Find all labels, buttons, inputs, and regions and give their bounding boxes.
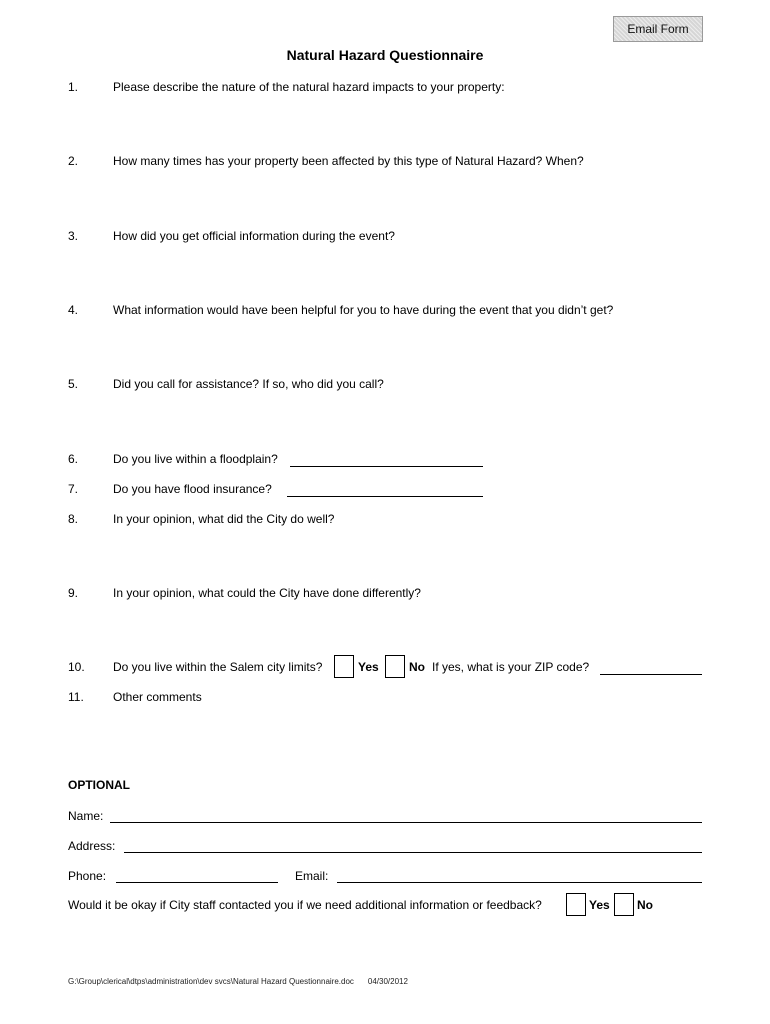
question-number-2: 2.: [68, 154, 79, 168]
salem-yes-label: Yes: [358, 660, 379, 674]
flood-insurance-answer-field[interactable]: [287, 482, 483, 497]
salem-no-label: No: [409, 660, 425, 674]
question-number-6: 6.: [68, 452, 79, 466]
email-form-button[interactable]: Email Form: [613, 16, 703, 42]
footer-file-path: G:\Group\clerical\dtps\administration\dev svcs\Natural Hazard Questionnaire.doc: [68, 977, 354, 986]
salem-yes-checkbox[interactable]: [334, 655, 354, 678]
address-label: Address:: [68, 839, 116, 853]
zip-code-field[interactable]: [600, 660, 702, 675]
zip-code-prompt: If yes, what is your ZIP code?: [432, 660, 590, 674]
contact-yes-label: Yes: [589, 898, 610, 912]
question-number-3: 3.: [68, 229, 79, 243]
question-number-11: 11.: [68, 690, 84, 704]
address-field[interactable]: [124, 838, 702, 853]
name-label: Name:: [68, 809, 104, 823]
floodplain-answer-field[interactable]: [290, 452, 483, 467]
question-text-11: Other comments: [113, 690, 202, 704]
question-text-8: In your opinion, what did the City do well?: [113, 512, 335, 526]
contact-no-checkbox[interactable]: [614, 893, 634, 916]
phone-field[interactable]: [116, 868, 278, 883]
salem-no-checkbox[interactable]: [385, 655, 405, 678]
footer-date: 04/30/2012: [367, 977, 408, 986]
optional-heading: OPTIONAL: [68, 778, 130, 792]
question-number-4: 4.: [68, 303, 79, 317]
question-text-6: Do you live within a floodplain?: [113, 452, 278, 466]
contact-no-label: No: [637, 898, 653, 912]
question-text-3: How did you get official information during the event?: [113, 229, 395, 243]
question-number-9: 9.: [68, 586, 79, 600]
name-field[interactable]: [110, 808, 702, 823]
phone-label: Phone:: [68, 869, 107, 883]
question-text-9: In your opinion, what could the City have done differently?: [113, 586, 421, 600]
question-number-10: 10.: [68, 660, 85, 674]
page-title: Natural Hazard Questionnaire: [286, 47, 484, 63]
contact-yes-checkbox[interactable]: [566, 893, 586, 916]
question-number-5: 5.: [68, 377, 79, 391]
question-number-8: 8.: [68, 512, 79, 526]
email-label: Email:: [295, 869, 329, 883]
question-text-5: Did you call for assistance? If so, who did you call?: [113, 377, 384, 391]
question-number-7: 7.: [68, 482, 79, 496]
question-number-1: 1.: [68, 80, 79, 94]
question-text-1: Please describe the nature of the natural hazard impacts to your property:: [113, 80, 505, 94]
question-text-4: What information would have been helpful for you to have during the event that you didn’t get?: [113, 303, 614, 317]
email-field[interactable]: [337, 868, 702, 883]
question-text-10: Do you live within the Salem city limits?: [113, 660, 323, 674]
contact-permission-question: Would it be okay if City staff contacted you if we need additional information or feedback?: [68, 898, 542, 912]
document-footer: [68, 977, 408, 986]
question-text-7: Do you have flood insurance?: [113, 482, 272, 496]
question-text-2: How many times has your property been affected by this type of Natural Hazard? When?: [113, 154, 584, 168]
